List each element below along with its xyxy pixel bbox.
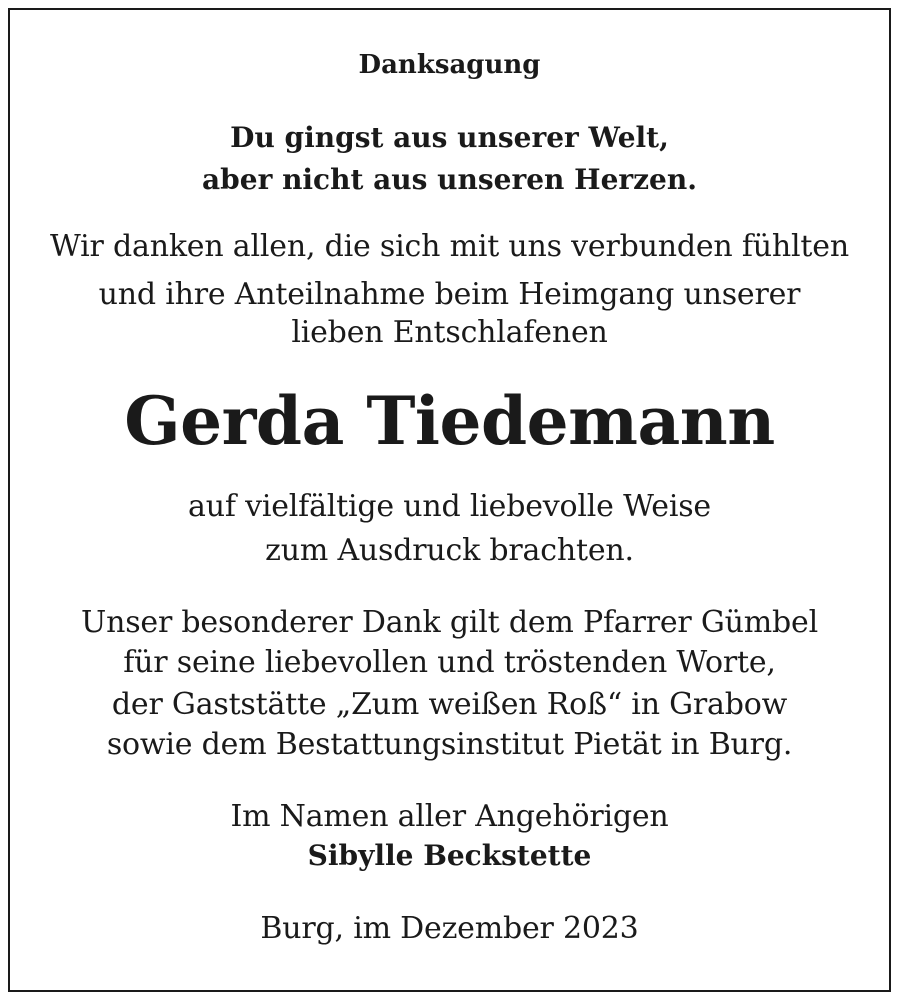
signature-intro: Im Namen aller Angehörigen bbox=[230, 799, 669, 834]
place-date: Burg, im Dezember 2023 bbox=[260, 911, 639, 946]
thanks-intro-line-2: und ihre Anteilnahme beim Heimgang unserer bbox=[98, 277, 801, 312]
signature-name: Sibylle Beckstette bbox=[307, 839, 592, 872]
thanks-continued-line-2: zum Ausdruck brachten. bbox=[265, 533, 634, 568]
special-thanks-line-4: sowie dem Bestattungsinstitut Pietät in Burg. bbox=[106, 727, 793, 762]
deceased-name: Gerda Tiedemann bbox=[124, 382, 775, 460]
thanks-continued-line-1: auf vielfältige und liebevolle Weise bbox=[188, 489, 711, 524]
motto-line-1: Du gingst aus unserer Welt, bbox=[230, 121, 669, 154]
motto-line-2: aber nicht aus unseren Herzen. bbox=[202, 163, 697, 196]
thanks-intro-line-1: Wir danken allen, die sich mit uns verbunden fühlten bbox=[50, 229, 849, 264]
special-thanks-line-1: Unser besonderer Dank gilt dem Pfarrer Gümbel bbox=[81, 605, 818, 640]
thanks-intro-line-3: lieben Entschlafenen bbox=[291, 315, 608, 350]
special-thanks-line-2: für seine liebevollen und tröstenden Worte, bbox=[123, 645, 776, 680]
notice-heading: Danksagung bbox=[358, 50, 541, 80]
special-thanks-line-3: der Gaststätte „Zum weißen Roß“ in Grabow bbox=[111, 687, 788, 722]
